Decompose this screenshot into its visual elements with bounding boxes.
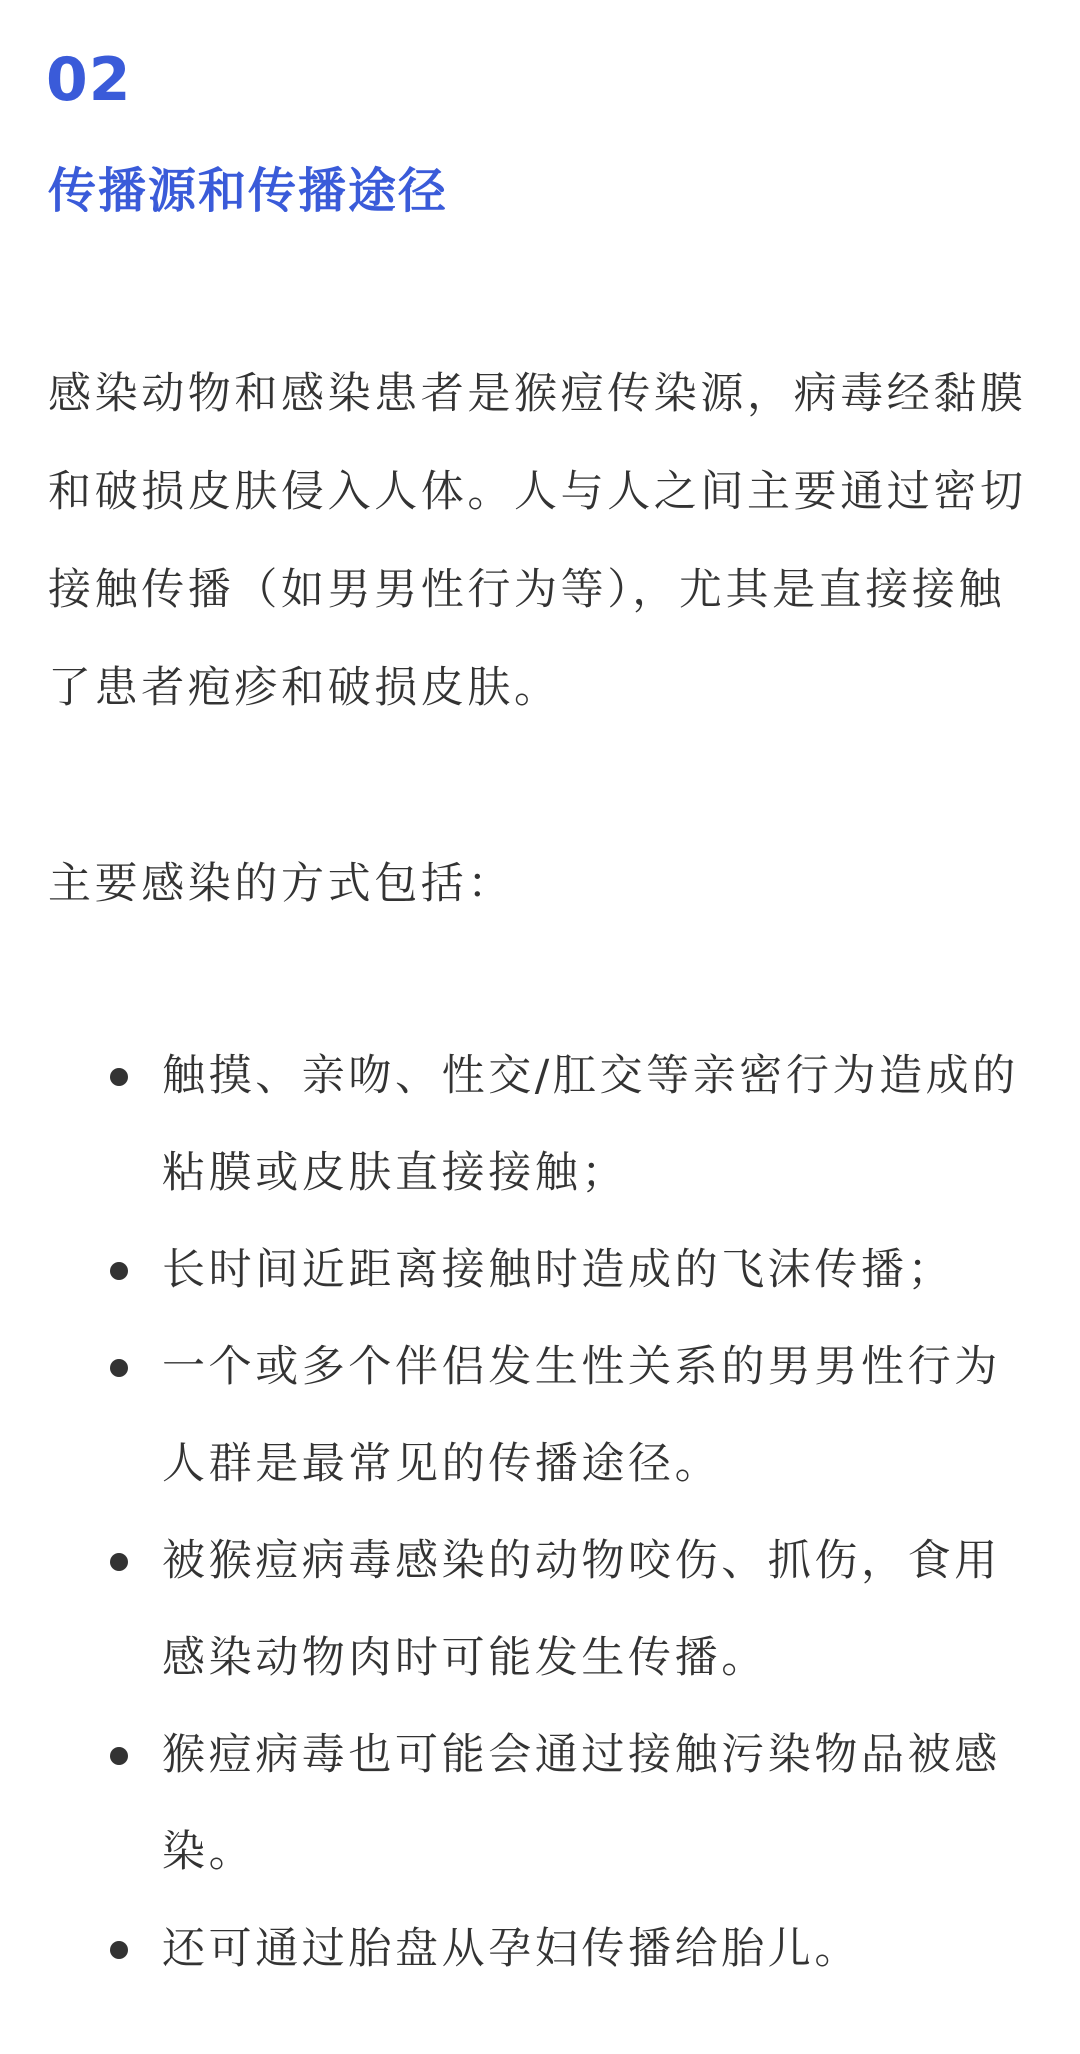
bullet-dot-icon [110,1747,128,1765]
list-item-text: 猴痘病毒也可能会通过接触污染物品被感染。 [162,1730,1001,1877]
section-number: 02 [46,45,132,115]
list-item [48,1222,1038,1319]
bullet-dot-icon [110,1068,128,1086]
list-item [48,1028,1038,1222]
transmission-lead-text: 主要感染的方式包括： [48,859,514,909]
list-item-text: 还可通过胎盘从孕妇传播给胎儿。 [162,1924,861,1974]
section-title: 传播源和传播途径 [48,163,449,219]
list-item-text: 被猴痘病毒感染的动物咬伤、抓伤，食用感染动物肉时可能发生传播。 [162,1536,1001,1683]
list-item [48,1901,1038,1998]
list-item-text: 一个或多个伴侣发生性关系的男男性行为人群是最常见的传播途径。 [162,1342,1001,1489]
bullet-dot-icon [110,1359,128,1377]
bullet-dot-icon [110,1262,128,1280]
transmission-methods-list [48,1028,1038,1998]
bullet-dot-icon [110,1941,128,1959]
list-item-text: 长时间近距离接触时造成的飞沫传播； [162,1245,955,1295]
list-item-text: 触摸、亲吻、性交/肛交等亲密行为造成的粘膜或皮肤直接接触； [162,1051,1019,1198]
list-item [48,1319,1038,1513]
list-item [48,1513,1038,1707]
list-item [48,1707,1038,1901]
bullet-dot-icon [110,1553,128,1571]
intro-paragraph: 感染动物和感染患者是猴痘传染源，病毒经黏膜和破损皮肤侵入人体。人与人之间主要通过密切接触传播（如男男性行为等），尤其是直接接触了患者疱疹和破损皮肤。 [48,369,1027,713]
